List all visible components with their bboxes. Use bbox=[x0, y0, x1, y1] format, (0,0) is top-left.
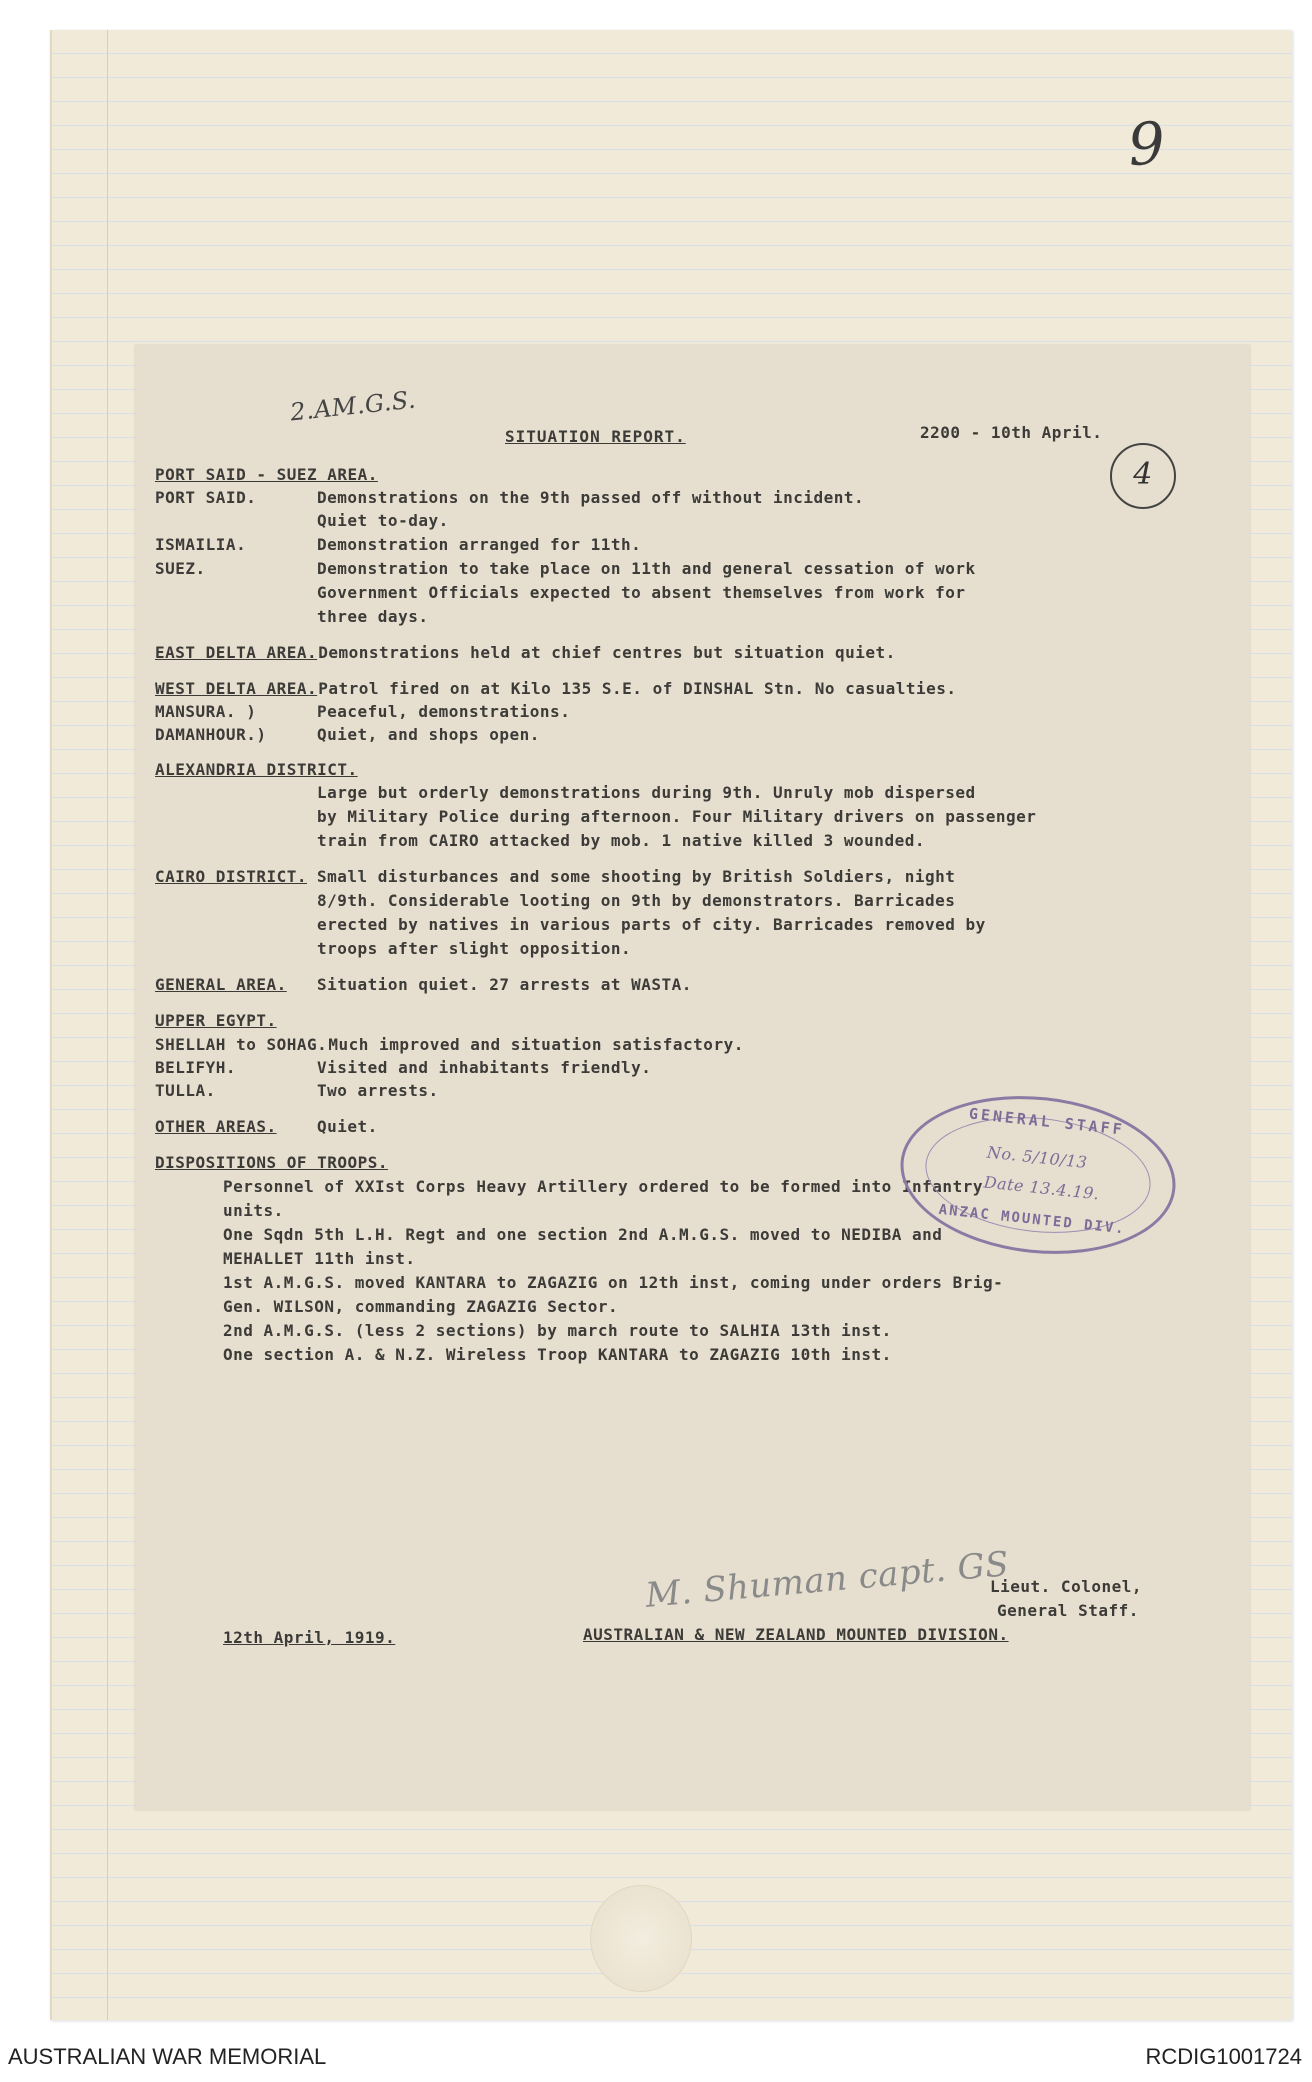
report-line-text: Patrol fired on at Kilo 135 S.E. of DINSHAL Stn. No casualties. bbox=[318, 679, 957, 698]
report-line-text: Small disturbances and some shooting by British Soldiers, night bbox=[317, 867, 956, 886]
report-line-text: Two arrests. bbox=[317, 1081, 439, 1100]
report-line-text: Demonstrations held at chief centres but situation quiet. bbox=[318, 643, 896, 662]
report-line-text: Quiet. bbox=[317, 1117, 378, 1136]
report-line-text: three days. bbox=[317, 607, 429, 626]
sign-rank: Lieut. Colonel, bbox=[990, 1577, 1142, 1596]
report-line-text: Personnel of XXIst Corps Heavy Artillery ordered to be formed into Infantry bbox=[223, 1177, 983, 1196]
handwritten-reference: 2.AM.G.S. bbox=[288, 385, 418, 427]
report-line-text: 1st A.M.G.S. moved KANTARA to ZAGAZIG on 12th inst, coming under orders Brig- bbox=[223, 1273, 1004, 1292]
report-line-text: 8/9th. Considerable looting on 9th by demonstrators. Barricades bbox=[317, 891, 956, 910]
report-line-text: Visited and inhabitants friendly. bbox=[317, 1058, 652, 1077]
report-line-text: by Military Police during afternoon. Four Military drivers on passenger bbox=[317, 807, 1037, 826]
report-line-text: MEHALLET 11th inst. bbox=[223, 1249, 416, 1268]
stamp-title: GENERAL STAFF bbox=[968, 1104, 1126, 1139]
report-area-label: DAMANHOUR.) bbox=[155, 725, 267, 744]
report-line-text: erected by natives in various parts of city. Barricades removed by bbox=[317, 915, 986, 934]
division-name: AUSTRALIAN & NEW ZEALAND MOUNTED DIVISION. bbox=[583, 1625, 1009, 1644]
margin-rule bbox=[107, 30, 108, 2020]
report-line-text: 2nd A.M.G.S. (less 2 sections) by march route to SALHIA 13th inst. bbox=[223, 1321, 892, 1340]
report-area-label: ALEXANDRIA DISTRICT. bbox=[155, 760, 358, 779]
report-line-text: Quiet, and shops open. bbox=[317, 725, 540, 744]
report-line-text: One Sqdn 5th L.H. Regt and one section 2nd A.M.G.S. moved to NEDIBA and bbox=[223, 1225, 943, 1244]
sign-role: General Staff. bbox=[997, 1601, 1139, 1620]
folio-number: 9 bbox=[1125, 108, 1168, 180]
stamp-number: No. 5/10/13 bbox=[986, 1142, 1089, 1173]
report-area-label: OTHER AREAS. bbox=[155, 1117, 277, 1136]
report-area-label: SHELLAH to SOHAG. bbox=[155, 1035, 328, 1054]
report-line-text: Demonstration arranged for 11th. bbox=[317, 535, 642, 554]
footer-left: AUSTRALIAN WAR MEMORIAL bbox=[8, 2044, 327, 2069]
stamp-unit: ANZAC MOUNTED DIV. bbox=[937, 1201, 1127, 1238]
report-date: 12th April, 1919. bbox=[223, 1628, 396, 1647]
report-title: SITUATION REPORT. bbox=[505, 427, 686, 446]
report-area-label: ISMAILIA. bbox=[155, 535, 247, 554]
report-area-label: MANSURA. ) bbox=[155, 702, 257, 721]
report-area-label: DISPOSITIONS OF TROOPS. bbox=[155, 1153, 389, 1172]
situation-report bbox=[135, 345, 1250, 1810]
report-line-text: Peaceful, demonstrations. bbox=[317, 702, 571, 721]
report-area-label: PORT SAID. bbox=[155, 488, 257, 507]
handwritten-signature: M. Shuman capt. GS bbox=[643, 1544, 1011, 1616]
report-area-label: UPPER EGYPT. bbox=[155, 1011, 277, 1030]
report-area-label: WEST DELTA AREA. bbox=[155, 679, 318, 698]
report-area-label: GENERAL AREA. bbox=[155, 975, 287, 994]
report-time: 2200 - 10th April. bbox=[920, 423, 1103, 442]
report-line-text: Government Officials expected to absent themselves from work for bbox=[317, 583, 966, 602]
report-line-text: Demonstration to take place on 11th and general cessation of work bbox=[317, 559, 976, 578]
report-area-label: SUEZ. bbox=[155, 559, 206, 578]
report-line-text: One section A. & N.Z. Wireless Troop KANTARA to ZAGAZIG 10th inst. bbox=[223, 1345, 892, 1364]
report-area-label: EAST DELTA AREA. bbox=[155, 643, 318, 662]
stamp-date: Date 13.4.19. bbox=[982, 1172, 1101, 1204]
footer-right: RCDIG1001724 bbox=[1145, 2044, 1302, 2069]
report-line-text: troops after slight opposition. bbox=[317, 939, 632, 958]
report-line-text: train from CAIRO attacked by mob. 1 native killed 3 wounded. bbox=[317, 831, 925, 850]
circled-number: 4 bbox=[1110, 443, 1176, 509]
report-line-text: Quiet to-day. bbox=[317, 511, 449, 530]
report-line-text: Large but orderly demonstrations during 9th. Unruly mob dispersed bbox=[317, 783, 976, 802]
report-area-label: PORT SAID - SUEZ AREA. bbox=[155, 465, 378, 484]
report-area-label: BELIFYH. bbox=[155, 1058, 237, 1077]
report-line-text: Much improved and situation satisfactory. bbox=[328, 1035, 744, 1054]
report-line-text: units. bbox=[223, 1201, 284, 1220]
report-area-label: TULLA. bbox=[155, 1081, 216, 1100]
report-line-text: Gen. WILSON, commanding ZAGAZIG Sector. bbox=[223, 1297, 619, 1316]
report-line-text: Situation quiet. 27 arrests at WASTA. bbox=[317, 975, 692, 994]
report-area-label: CAIRO DISTRICT. bbox=[155, 867, 307, 886]
report-line-text: Demonstrations on the 9th passed off without incident. bbox=[317, 488, 865, 507]
embossed-seal bbox=[590, 1885, 692, 1992]
